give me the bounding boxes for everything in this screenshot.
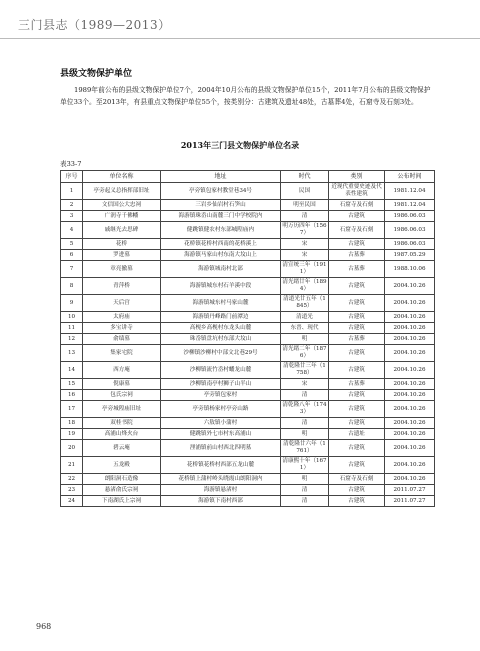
cell-category: 古建筑 <box>329 312 385 323</box>
cell-name: 青萍桥 <box>83 278 161 295</box>
header-name: 单位名称 <box>83 171 161 183</box>
cell-address: 沙柳镇沙柳村中部文北巷29号 <box>161 345 281 362</box>
cell-name: 双桂书院 <box>83 418 161 429</box>
cell-no: 9 <box>61 295 83 312</box>
cell-era: 宋 <box>281 250 329 261</box>
table-row <box>61 474 435 485</box>
cell-no: 13 <box>61 345 83 362</box>
cell-address: 海游镇悬渚村 <box>161 485 281 496</box>
cell-date: 2004.10.26 <box>385 390 435 401</box>
cell-name: 俞绩墓 <box>83 334 161 345</box>
cell-address: 海游镇珠岙山南麓三门中学校院内 <box>161 211 281 222</box>
cell-name: 戚继光去思碑 <box>83 222 161 239</box>
table-row <box>61 323 435 334</box>
cell-address: 海游镇城南村北部 <box>161 261 281 278</box>
cell-category: 古遗址 <box>329 429 385 440</box>
table-row <box>61 418 435 429</box>
table-body <box>61 183 435 507</box>
cell-date: 1981.12.04 <box>385 183 435 200</box>
cell-category: 古墓葬 <box>329 334 385 345</box>
cell-name: 五龙殿 <box>83 457 161 474</box>
cell-category: 古建筑 <box>329 390 385 401</box>
cell-address: 海游镇城东村马家山麓 <box>161 295 281 312</box>
cell-category: 古建筑 <box>329 496 385 507</box>
cell-name: 文信国公大忠祠 <box>83 200 161 211</box>
cell-name: 西方庵 <box>83 362 161 379</box>
cell-no: 6 <box>61 250 83 261</box>
cell-category: 石窟寺及石刻 <box>329 200 385 211</box>
cell-name: 天后宫 <box>83 295 161 312</box>
cell-era: 东晋、现代 <box>281 323 329 334</box>
cell-no: 16 <box>61 390 83 401</box>
cell-date: 2004.10.26 <box>385 278 435 295</box>
cell-address: 花桥镇花桥村西南的花桥溪上 <box>161 239 281 250</box>
cell-category: 古建筑 <box>329 457 385 474</box>
cell-no: 12 <box>61 334 83 345</box>
cell-name: 花桥 <box>83 239 161 250</box>
cell-name: 悬渚俞氏宗祠 <box>83 485 161 496</box>
cell-date: 2004.10.26 <box>385 429 435 440</box>
cell-no: 7 <box>61 261 83 278</box>
cell-no: 23 <box>61 485 83 496</box>
section-title: 县级文物保护单位 <box>60 69 133 79</box>
cell-era: 清康熙十年（1671） <box>281 457 329 474</box>
table-row <box>61 183 435 200</box>
cell-era: 清 <box>281 418 329 429</box>
cell-address: 亭旁镇杨家村亭旁山路 <box>161 401 281 418</box>
cell-address: 浬浦镇前山村西北四明墓 <box>161 440 281 457</box>
cell-era: 清 <box>281 485 329 496</box>
cell-category: 古墓葬 <box>329 250 385 261</box>
cell-category: 古建筑 <box>329 440 385 457</box>
cell-date: 2004.10.26 <box>385 474 435 485</box>
table-row <box>61 334 435 345</box>
cell-no: 19 <box>61 429 83 440</box>
cell-era: 清光绪二年（1876） <box>281 345 329 362</box>
cell-category: 近现代重要史迹及代表性建筑 <box>329 183 385 200</box>
cell-category: 古建筑 <box>329 211 385 222</box>
cell-no: 3 <box>61 211 83 222</box>
cell-no: 17 <box>61 401 83 418</box>
cell-date: 1988.10.06 <box>385 261 435 278</box>
cell-category: 古建筑 <box>329 278 385 295</box>
cell-date: 2004.10.26 <box>385 345 435 362</box>
table-row <box>61 211 435 222</box>
cell-address: 沙柳镇流竹岙村蟠龙山麓 <box>161 362 281 379</box>
cell-address: 珠岙镇盘坑村东部大坟山 <box>161 334 281 345</box>
cell-era: 明 <box>281 429 329 440</box>
cell-date: 1986.06.03 <box>385 222 435 239</box>
cell-era: 明 <box>281 474 329 485</box>
cell-name: 亭旁城隍庙旧址 <box>83 401 161 418</box>
cell-date: 1986.06.03 <box>385 211 435 222</box>
cell-era: 明至民国 <box>281 200 329 211</box>
cell-era: 清道光廿五年（1845） <box>281 295 329 312</box>
table-row <box>61 429 435 440</box>
cell-date: 2004.10.26 <box>385 418 435 429</box>
table-header-row <box>61 171 435 183</box>
cell-era: 明万历四年（1567） <box>281 222 329 239</box>
table-title: 2013年三门县文物保护单位名录 <box>180 140 300 150</box>
table-row <box>61 457 435 474</box>
cell-era: 清 <box>281 496 329 507</box>
cell-category: 石窟寺及石刻 <box>329 222 385 239</box>
header-date: 公布时间 <box>385 171 435 183</box>
cell-category: 古建筑 <box>329 401 385 418</box>
relics-table <box>60 170 435 507</box>
cell-name: 包氏宗祠 <box>83 390 161 401</box>
cell-no: 20 <box>61 440 83 457</box>
cell-address: 海游镇丹峰路门前潭边 <box>161 312 281 323</box>
cell-name: 碧云庵 <box>83 440 161 457</box>
cell-category: 古建筑 <box>329 485 385 496</box>
cell-date: 2004.10.26 <box>385 323 435 334</box>
cell-address: 健跳镇健农村东部城隍庙内 <box>161 222 281 239</box>
cell-no: 5 <box>61 239 83 250</box>
cell-date: 2004.10.26 <box>385 334 435 345</box>
cell-era: 宋 <box>281 239 329 250</box>
cell-address: 花桥镇花桥村西部五龙山麓 <box>161 457 281 474</box>
cell-category: 古墓葬 <box>329 261 385 278</box>
cell-date: 2004.10.26 <box>385 312 435 323</box>
cell-address: 六敖镇小蒲村 <box>161 418 281 429</box>
header-era: 时代 <box>281 171 329 183</box>
cell-address: 海游镇马家山村东南大坟山上 <box>161 250 281 261</box>
cell-name: 罗进墓 <box>83 250 161 261</box>
cell-no: 4 <box>61 222 83 239</box>
cell-name: 下南湖氏上宗祠 <box>83 496 161 507</box>
cell-name: 广润寺千佛幡 <box>83 211 161 222</box>
cell-name: 太府庙 <box>83 312 161 323</box>
cell-date: 2004.10.26 <box>385 440 435 457</box>
cell-era: 清 <box>281 390 329 401</box>
cell-date: 2004.10.26 <box>385 379 435 390</box>
page-number: 968 <box>36 622 52 631</box>
header-address: 地址 <box>161 171 281 183</box>
cell-date: 2004.10.26 <box>385 295 435 312</box>
cell-era: 清道光 <box>281 312 329 323</box>
cell-address: 沙柳镇南亭村狮子山半山 <box>161 379 281 390</box>
table-row <box>61 222 435 239</box>
cell-name: 朗阳洞石造像 <box>83 474 161 485</box>
cell-address: 海游镇城东村石羊溪中段 <box>161 278 281 295</box>
table-row <box>61 312 435 323</box>
cell-name: 集家宅院 <box>83 345 161 362</box>
table-row <box>61 200 435 211</box>
cell-address: 亭旁镇包家村 <box>161 390 281 401</box>
cell-no: 22 <box>61 474 83 485</box>
table-row <box>61 345 435 362</box>
cell-address: 亭旁镇包家村教堂巷34号 <box>161 183 281 200</box>
cell-address: 高枧乡高枧村东龙头山麓 <box>161 323 281 334</box>
table-row <box>61 401 435 418</box>
cell-name: 多宝讲寺 <box>83 323 161 334</box>
cell-category: 古建筑 <box>329 295 385 312</box>
table-row <box>61 485 435 496</box>
cell-era: 清宣统三年（1911） <box>281 261 329 278</box>
table-row <box>61 496 435 507</box>
cell-address: 海游镇下南村西部 <box>161 496 281 507</box>
cell-era: 宋 <box>281 379 329 390</box>
running-head: 三门县志（1989—2013） <box>18 18 171 32</box>
cell-category: 古建筑 <box>329 345 385 362</box>
cell-era: 清乾隆廿三年（1758） <box>281 362 329 379</box>
header-rule <box>0 38 480 39</box>
table-row <box>61 261 435 278</box>
cell-category: 古建筑 <box>329 323 385 334</box>
cell-name: 章亮撤墓 <box>83 261 161 278</box>
header-category: 类别 <box>329 171 385 183</box>
cell-category: 石窟寺及石刻 <box>329 474 385 485</box>
table-row <box>61 278 435 295</box>
cell-no: 21 <box>61 457 83 474</box>
intro-paragraph: 1989年前公布的县级文物保护单位7个，2004年10月公布的县级文物保护单位15个，2011年7月公布的县级文物保护单位33个。至2013年，有县重点文物保护单位55个，按类别分：古建筑及遗址48处，古墓葬4处，石窟寺及石刻3处。 <box>60 86 431 106</box>
cell-era: 清光绪廿年（1894） <box>281 278 329 295</box>
table-row <box>61 440 435 457</box>
cell-category: 古建筑 <box>329 362 385 379</box>
cell-date: 2004.10.26 <box>385 401 435 418</box>
cell-address: 花桥镇上蒲村岭头晓霞山朗阳洞内 <box>161 474 281 485</box>
cell-no: 8 <box>61 278 83 295</box>
cell-category: 古建筑 <box>329 418 385 429</box>
cell-date: 1986.06.03 <box>385 239 435 250</box>
cell-date: 1987.05.29 <box>385 250 435 261</box>
table-row <box>61 250 435 261</box>
cell-name: 倪康墓 <box>83 379 161 390</box>
cell-no: 24 <box>61 496 83 507</box>
cell-era: 清乾隆八年（1743） <box>281 401 329 418</box>
table-row <box>61 295 435 312</box>
cell-no: 1 <box>61 183 83 200</box>
cell-date: 1981.12.04 <box>385 200 435 211</box>
header-no: 序号 <box>61 171 83 183</box>
cell-date: 2011.07.27 <box>385 485 435 496</box>
cell-no: 10 <box>61 312 83 323</box>
cell-no: 11 <box>61 323 83 334</box>
cell-date: 2004.10.26 <box>385 362 435 379</box>
cell-era: 民国 <box>281 183 329 200</box>
cell-date: 2011.07.27 <box>385 496 435 507</box>
cell-no: 18 <box>61 418 83 429</box>
cell-era: 清 <box>281 211 329 222</box>
cell-no: 14 <box>61 362 83 379</box>
table-row <box>61 379 435 390</box>
table-row <box>61 362 435 379</box>
table-label: 表33-7 <box>60 160 82 168</box>
cell-category: 古建筑 <box>329 239 385 250</box>
cell-name: 亭旁起义总指挥部旧址 <box>83 183 161 200</box>
table-row <box>61 390 435 401</box>
cell-era: 清乾隆廿六年（1761） <box>281 440 329 457</box>
cell-date: 2004.10.26 <box>385 457 435 474</box>
cell-no: 15 <box>61 379 83 390</box>
cell-address: 健跳镇外七市村东高浦山 <box>161 429 281 440</box>
cell-name: 高浦山烽火台 <box>83 429 161 440</box>
cell-no: 2 <box>61 200 83 211</box>
cell-era: 明 <box>281 334 329 345</box>
cell-address: 三岩乡仙岩村石笋山 <box>161 200 281 211</box>
table-row <box>61 239 435 250</box>
cell-category: 古墓葬 <box>329 379 385 390</box>
